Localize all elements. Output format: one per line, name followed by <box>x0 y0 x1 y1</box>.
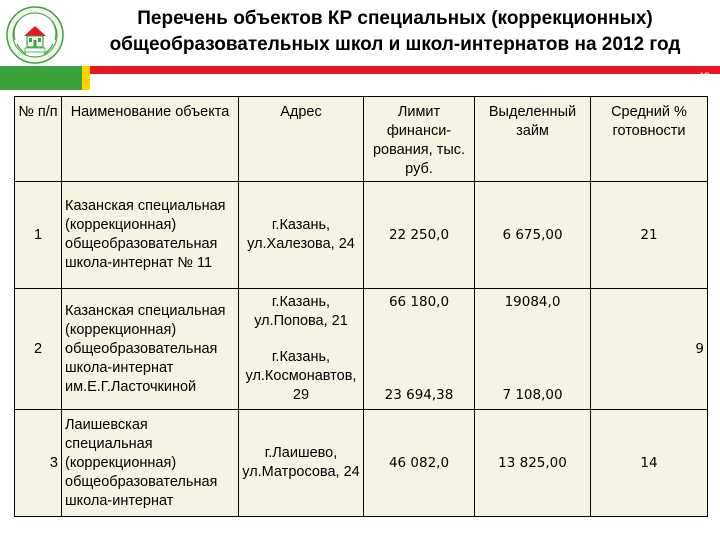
row-limit: 22 250,0 <box>364 182 475 289</box>
row-address-a: г.Казань, ул.Попова, 21 <box>239 289 364 349</box>
row-address: г.Лаишево, ул.Матросова, 24 <box>239 410 364 517</box>
row-loan: 6 675,00 <box>475 182 591 289</box>
table-header-row <box>15 97 708 182</box>
col-header-address: Адрес <box>239 97 364 182</box>
row-name: Казанская специальная (коррекционная) общеобразовательная школа-интернат № 11 <box>62 182 239 289</box>
row-readiness: 9 <box>591 289 708 410</box>
table-row <box>15 410 708 517</box>
row-num: 3 <box>15 410 62 517</box>
title-line-2: общеобразовательных школ и школ-интернатов на 2012 год <box>109 34 681 55</box>
row-num: 2 <box>15 289 62 410</box>
row-limit: 46 082,0 <box>364 410 475 517</box>
row-loan-a: 19084,0 <box>475 289 591 349</box>
title-line-1: Перечень объектов КР специальных (коррекционных) <box>137 8 653 29</box>
row-readiness: 21 <box>591 182 708 289</box>
row-limit-a: 66 180,0 <box>364 289 475 349</box>
row-limit-b: 23 694,38 <box>364 348 475 410</box>
row-readiness: 14 <box>591 410 708 517</box>
table-row <box>15 289 708 349</box>
col-header-num: № п/п <box>15 97 62 182</box>
header-color-bar <box>0 66 720 90</box>
objects-table <box>14 96 708 517</box>
row-address-b: г.Казань, ул.Космонавтов, 29 <box>239 348 364 410</box>
red-bar-segment <box>90 66 720 74</box>
yellow-bar-segment <box>82 66 90 90</box>
row-num: 1 <box>15 182 62 289</box>
green-bar-segment <box>0 66 82 90</box>
col-header-loan: Выделенный займ <box>475 97 591 182</box>
row-name: Лаишевская специальная (коррекционная) общеобразовательная школа-интернат <box>62 410 239 517</box>
col-header-limit: Лимит финанси-рования, тыс. руб. <box>364 97 475 182</box>
row-address: г.Казань, ул.Халезова, 24 <box>239 182 364 289</box>
table-row <box>15 182 708 289</box>
page-title <box>80 6 710 58</box>
row-loan: 13 825,00 <box>475 410 591 517</box>
row-loan-b: 7 108,00 <box>475 348 591 410</box>
school-emblem-icon <box>6 6 64 64</box>
page-number: 48 <box>697 71 710 83</box>
row-name: Казанская специальная (коррекционная) общеобразовательная школа-интернат им.Е.Г.Ласточкиной <box>62 289 239 410</box>
col-header-readiness: Средний % готовности <box>591 97 708 182</box>
col-header-name: Наименование объекта <box>62 97 239 182</box>
